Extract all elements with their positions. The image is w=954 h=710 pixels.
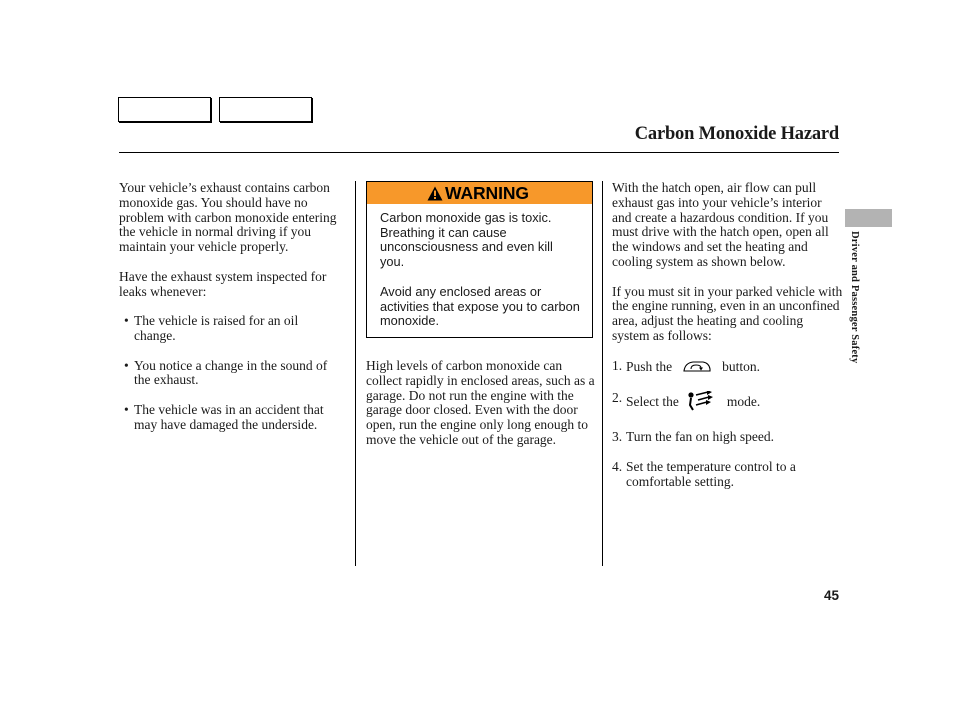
bullet-text: The vehicle was in an accident that may have damaged the underside. — [134, 401, 324, 432]
warning-body — [367, 204, 592, 329]
bullet-text: You notice a change in the sound of the exhaust. — [134, 357, 328, 388]
bullet-icon: • — [124, 313, 129, 329]
step-text: Set the temperature control to a comfortable setting. — [626, 458, 796, 489]
bullet-item — [119, 403, 341, 433]
bullet-icon: • — [124, 357, 129, 373]
recirculation-icon — [682, 359, 712, 375]
warning-box — [366, 181, 593, 338]
step-text: Turn the fan on high speed. — [626, 429, 774, 445]
bullet-text: The vehicle is raised for an oil change. — [134, 313, 299, 343]
step-text: button. — [722, 358, 761, 374]
left-column — [119, 181, 341, 447]
page-number: 45 — [823, 588, 839, 603]
step-number: 2. — [612, 390, 623, 406]
warning-paragraph: Carbon monoxide gas is toxic. Breathing it can cause unconsciousness and even kill you. — [380, 210, 553, 270]
nav-box-previous[interactable] — [118, 97, 211, 122]
step-item — [612, 359, 844, 377]
warning-paragraph: Avoid any enclosed areas or activities that expose you to carbon monoxide. — [380, 283, 580, 329]
column-divider-left — [355, 181, 356, 566]
warning-header — [367, 182, 592, 204]
step-number: 1. — [612, 357, 623, 373]
step-text: mode. — [726, 394, 761, 410]
step-item — [612, 460, 844, 490]
step-item — [612, 430, 844, 445]
bullet-item — [119, 314, 341, 344]
section-tab — [845, 209, 892, 227]
step-number: 4. — [612, 458, 623, 474]
warning-triangle-icon — [427, 186, 443, 201]
right-column — [612, 181, 844, 504]
hatch-paragraph: With the hatch open, air flow can pull exhaust gas into your vehicle’s interior and create a hazardous condition. If you must drive with the hatch open, open all the windows and set the heating and cooling system as shown below. — [612, 180, 829, 269]
section-label: Driver and Passenger Safety — [849, 231, 860, 364]
header-divider — [119, 152, 839, 153]
step-number: 3. — [612, 429, 623, 445]
middle-column — [366, 359, 596, 463]
step-text: Select the — [626, 394, 679, 410]
step-item — [612, 391, 844, 415]
inspection-bullet-list — [119, 314, 341, 432]
parked-paragraph: If you must sit in your parked vehicle with the engine running, even in an unconfined area, adjust the heating and cooling system as follows: — [612, 283, 843, 343]
bullet-item — [119, 359, 341, 389]
column-divider-right — [602, 181, 603, 566]
garage-paragraph: High levels of carbon monoxide can collect rapidly in enclosed areas, such as a garage. Do not run the engine with the garage door closed. Even with the door open, run the engine only long enough to move the vehicle out of the garage. — [366, 358, 595, 447]
steps-list — [612, 359, 844, 490]
page-title: Carbon Monoxide Hazard — [634, 124, 839, 144]
nav-box-next[interactable] — [219, 97, 312, 122]
step-text: Push the — [626, 358, 673, 374]
inspect-lead-paragraph: Have the exhaust system inspected for leaks whenever: — [119, 268, 327, 299]
bullet-icon: • — [124, 401, 129, 417]
warning-label: WARNING — [445, 183, 529, 203]
intro-paragraph: Your vehicle’s exhaust contains carbon monoxide gas. You should have no problem with carbon monoxide entering the vehicle in normal driving if you maintain your vehicle properly. — [119, 180, 337, 255]
vent-mode-icon — [687, 391, 713, 411]
